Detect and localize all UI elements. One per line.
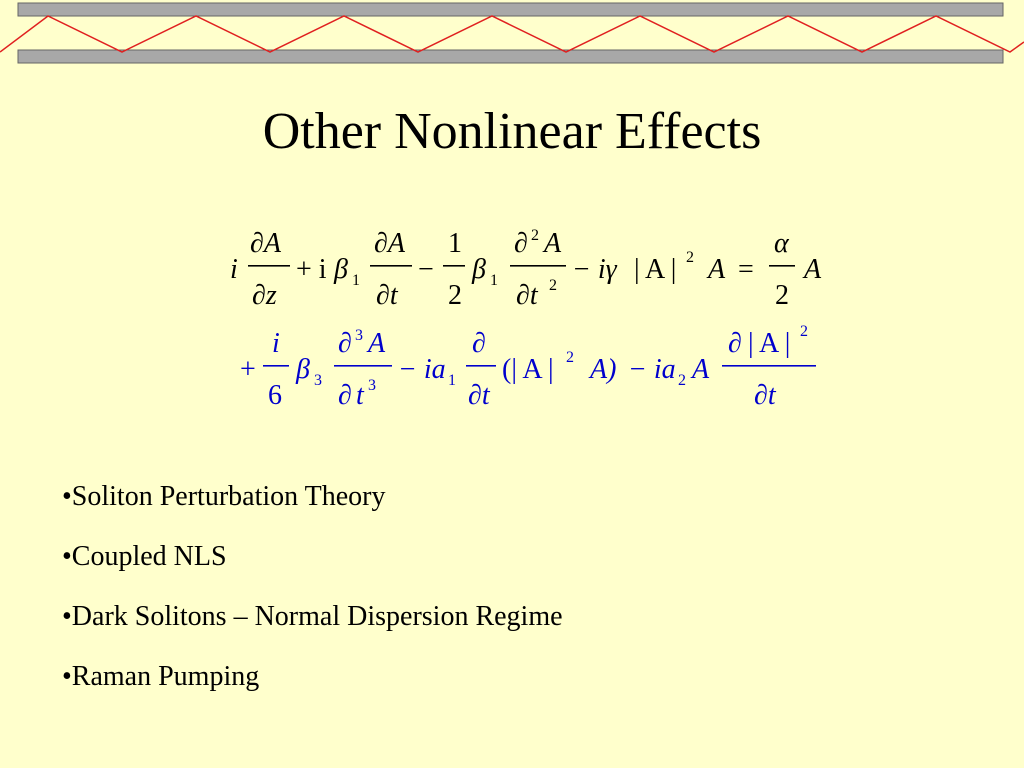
bullet-item: •Soliton Perturbation Theory [62,481,386,512]
eq1-two: 2 [448,280,462,311]
bullet-item: •Dark Solitons – Normal Dispersion Regime [62,601,563,632]
eq2-sub1: 1 [448,372,456,389]
eq1-beta-1: β [334,254,348,285]
eq2-t-den: t [356,380,364,411]
eq1-alpha: α [774,228,789,259]
eq1-A: A [708,254,726,285]
eq1-dA-2: ∂A [374,228,405,259]
eq2-frac-bar-2 [334,365,392,367]
eq1-i: i [230,254,238,285]
eq1-minus: − [418,254,434,285]
eq2-six: 6 [268,380,282,411]
bullet-list [62,480,563,720]
eq1-A-num: A [544,228,562,259]
eq2-sup3b: 3 [368,377,376,394]
eq1-dA: ∂A [250,228,281,259]
eq2-beta: β [296,354,310,385]
eq1-sub-1a: 1 [352,272,360,289]
equation-line-1 [230,227,822,311]
eq1-one: 1 [448,228,462,259]
eq1-A-end: A [804,254,822,285]
eq2-paren-close: A) [590,354,617,385]
eq2-plus: + [240,354,256,385]
eq1-sub-1b: 1 [490,272,498,289]
eq2-sup2b: 2 [800,323,808,340]
eq2-d-den: ∂ [338,380,352,411]
equation-line-2 [240,323,816,411]
eq1-sup2a: 2 [531,227,539,244]
eq1-frac-bar-2 [370,265,412,267]
eq2-sup3a: 3 [355,327,363,344]
eq1-two-b: 2 [775,280,789,311]
eq2-d-num2: ∂ [472,328,486,359]
eq1-sup2b: 2 [549,277,557,294]
eq2-minus-ia: − ia [398,354,446,385]
eq1-frac-bar-1 [248,265,290,267]
eq2-A: A [692,354,710,385]
eq1-frac-bar-4 [510,265,566,267]
bullet-item: •Coupled NLS [62,541,227,572]
eq2-absA: | A | [748,328,791,359]
bullet-item: •Raman Pumping [62,661,260,692]
eq2-dt: ∂t [468,380,490,411]
eq1-dz: ∂z [252,280,277,311]
eq1-dt2: ∂t [516,280,538,311]
eq1-eq: = [738,254,754,285]
eq1-frac-bar-3 [443,265,465,267]
eq2-d-num3: ∂ [728,328,742,359]
eq1-d2: ∂ [514,228,528,259]
eq2-paren-open: (| A | [502,354,554,385]
eq2-frac-bar-4 [722,365,816,367]
eq2-i: i [272,328,280,359]
eq2-frac-bar-1 [263,365,289,367]
eq2-dt-b: ∂t [754,380,776,411]
eq2-frac-bar-3 [466,365,496,367]
eq2-sub3: 3 [314,372,322,389]
eq2-minus-ia-2: − ia [628,354,676,385]
eq2-sup2: 2 [566,349,574,366]
eq1-sup2c: 2 [686,249,694,266]
eq1-absA: | A | [634,254,677,285]
eq1-dt: ∂t [376,280,398,311]
eq2-d3: ∂ [338,328,352,359]
slide-title: Other Nonlinear Effects [262,103,762,160]
eq1-minus-igamma: − iγ [572,254,617,285]
eq2-sub2: 2 [678,372,686,389]
eq1-beta-2: β [472,254,486,285]
eq2-A-num: A [368,328,386,359]
eq1-plus-i: + i [296,254,327,285]
eq1-frac-bar-5 [769,265,795,267]
